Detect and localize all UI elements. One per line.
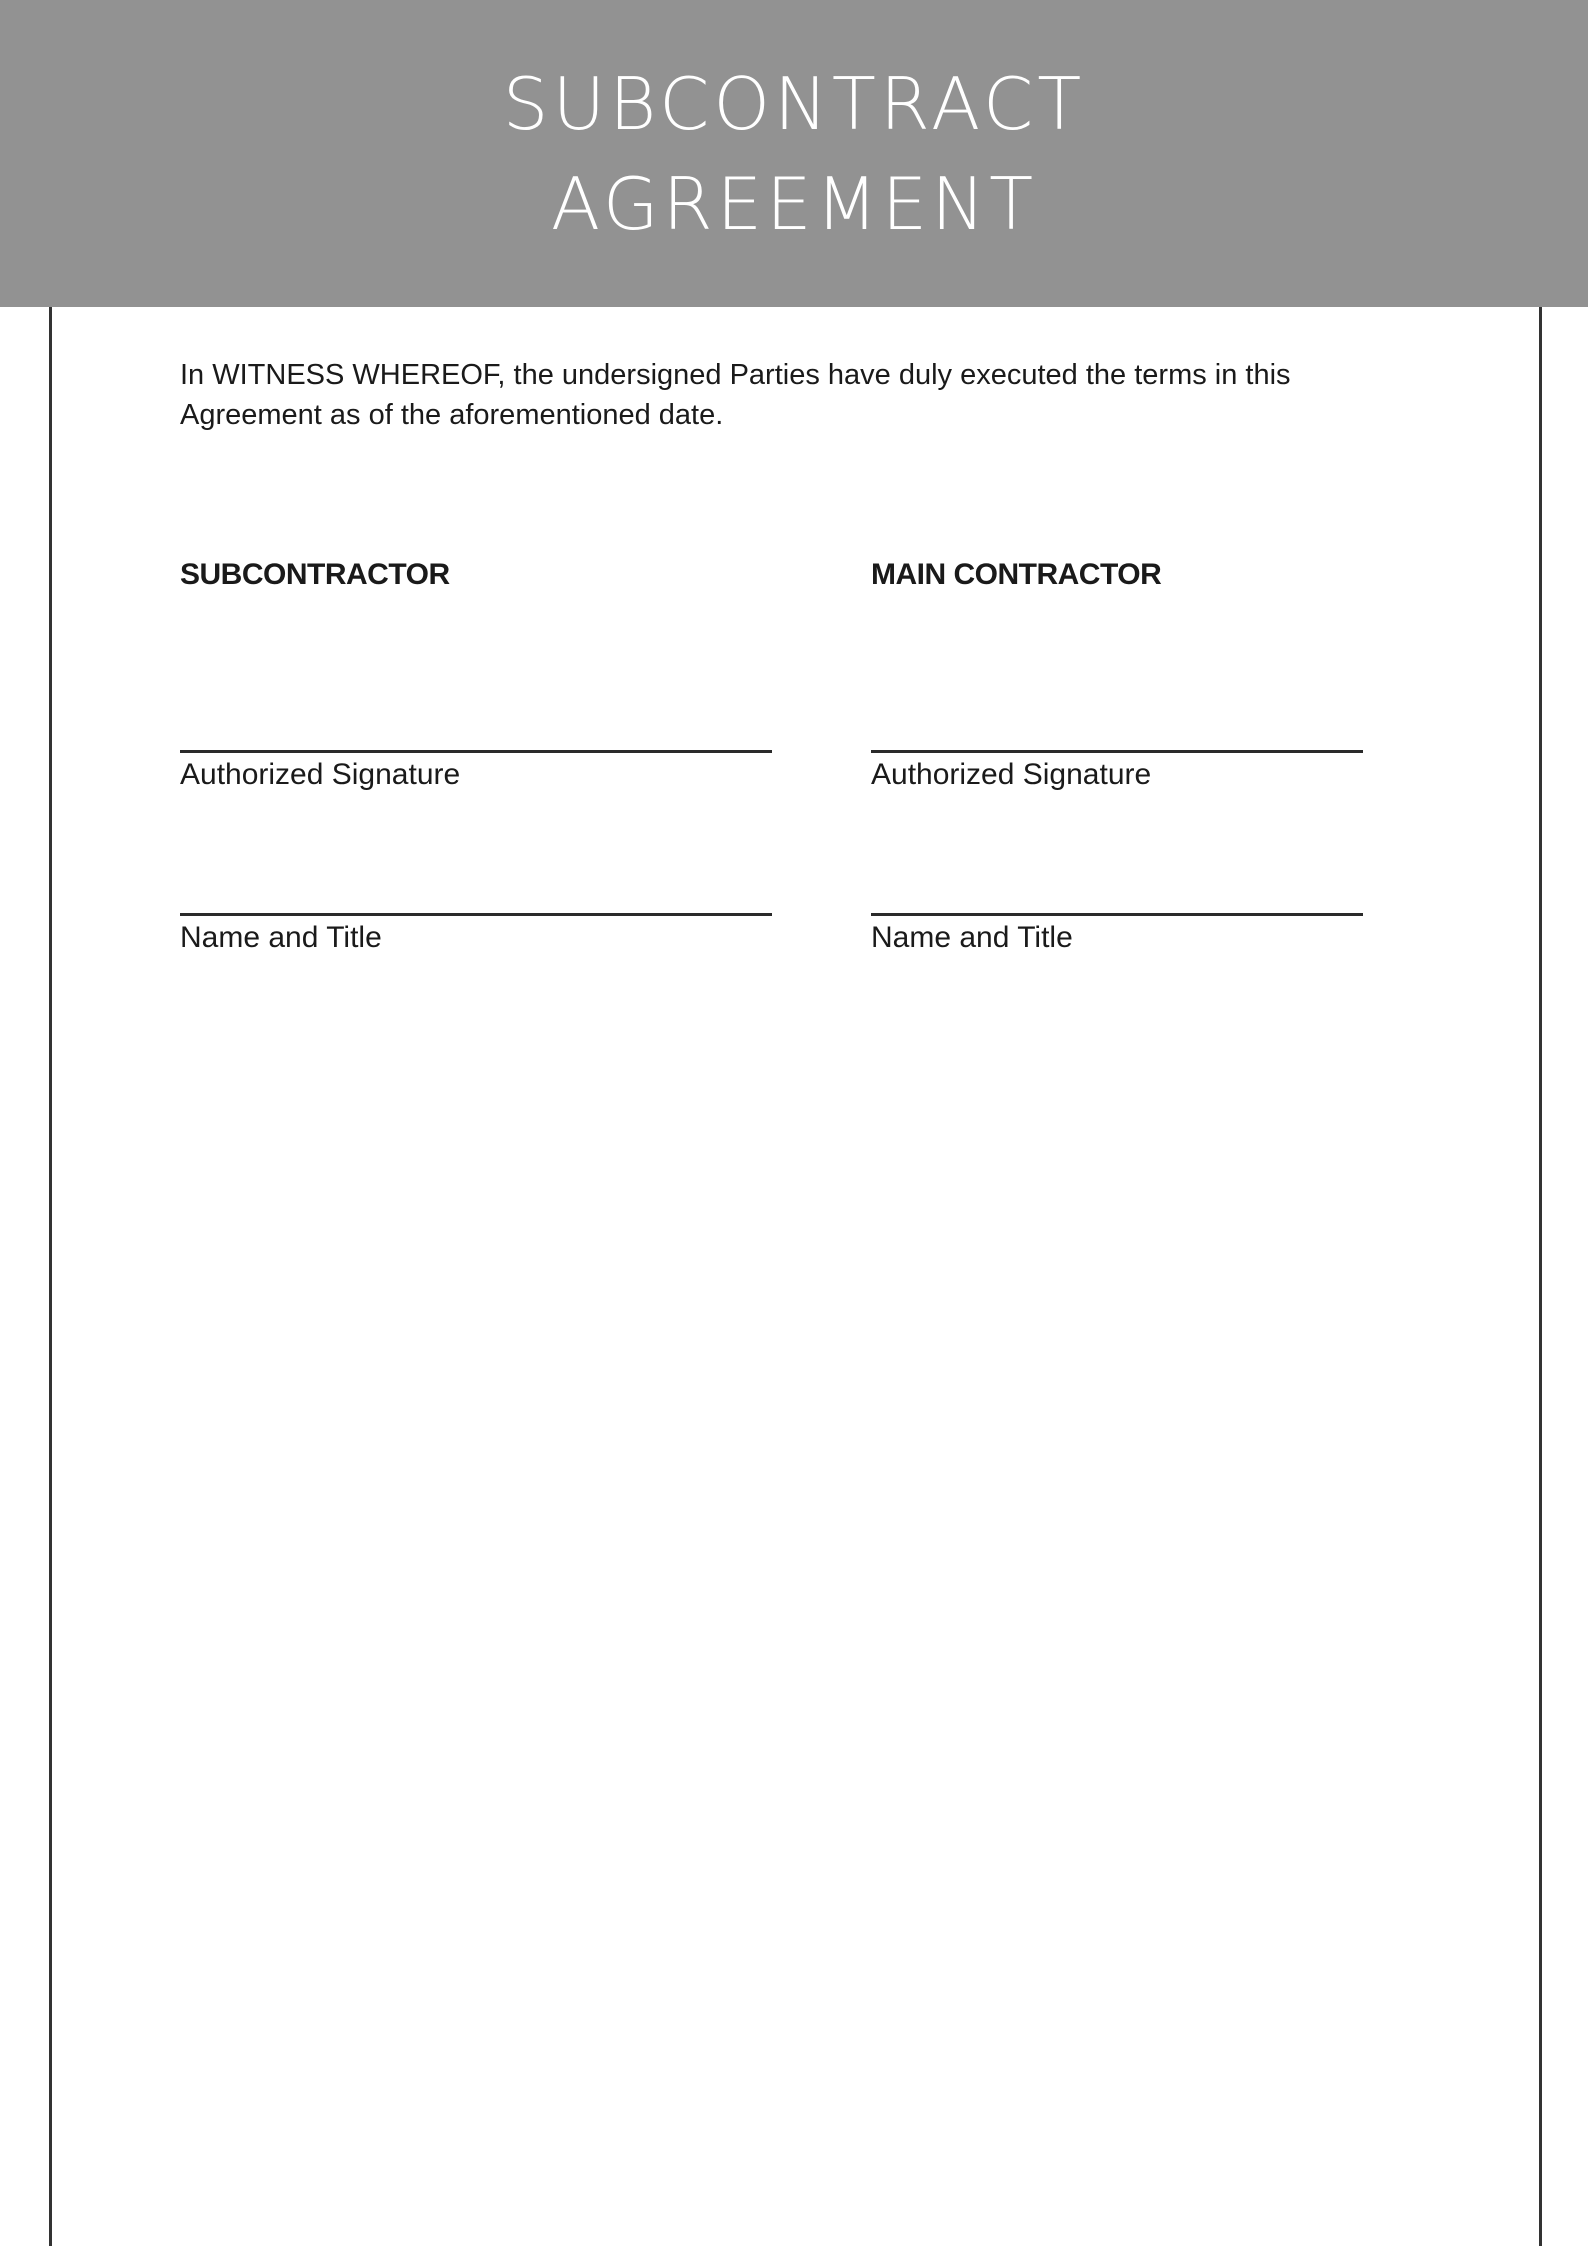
document-title-line-1: SUBCONTRACT [502,61,1086,146]
main-contractor-heading: MAIN CONTRACTOR [871,558,1162,591]
witness-line-2: Agreement as of the aforementioned date. [180,399,724,431]
subcontractor-signature-line[interactable] [180,750,772,753]
subcontractor-name-title-label: Name and Title [180,921,382,954]
main-contractor-name-title-label: Name and Title [871,921,1073,954]
subcontractor-signature-label: Authorized Signature [180,758,461,791]
witness-paragraph [180,355,1330,435]
header-banner [0,0,1588,307]
subcontractor-heading: SUBCONTRACTOR [180,558,450,591]
document-title-line-2: AGREEMENT [550,161,1038,246]
subcontractor-name-title-line[interactable] [180,913,772,916]
page-border [49,0,1542,2246]
main-contractor-signature-label: Authorized Signature [871,758,1152,791]
main-contractor-signature-line[interactable] [871,750,1363,753]
main-contractor-name-title-line[interactable] [871,913,1363,916]
witness-line-1: In WITNESS WHEREOF, the undersigned Parties have duly executed the terms in this [180,359,1291,391]
